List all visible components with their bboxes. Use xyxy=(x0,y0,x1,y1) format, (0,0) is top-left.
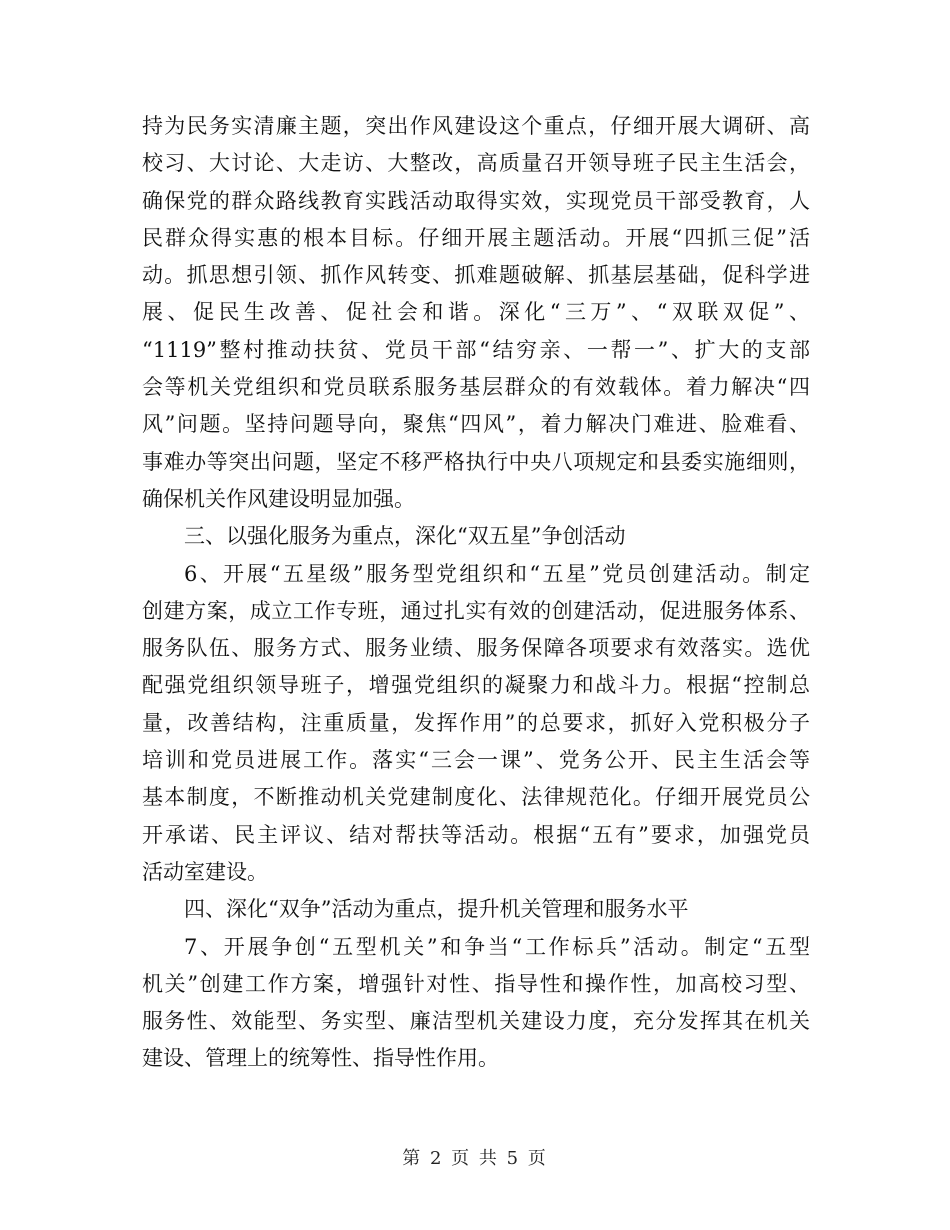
section-heading: 三、以强化服务为重点，深化“双五星”争创活动 xyxy=(184,524,626,549)
paragraph-line: 建设、管理上的统筹性、指导性作用。 xyxy=(142,1046,499,1071)
paragraph-line: 机关”创建工作方案，增强针对性、指导性和操作性，加高校习型、 xyxy=(142,971,810,996)
paragraph-line: 创建方案，成立工作专班，通过扎实有效的创建活动，促进服务体系、 xyxy=(142,598,810,623)
document-body xyxy=(142,108,810,1078)
page-number-footer: 第 2 页 共 5 页 xyxy=(402,1148,548,1169)
paragraph-line: 会等机关党组织和党员联系服务基层群众的有效载体。着力解决“四 xyxy=(142,375,810,400)
paragraph-line: 服务队伍、服务方式、服务业绩、服务保障各项要求有效落实。选优 xyxy=(142,636,810,661)
paragraph-line: 事难办等突出问题，坚定不移严格执行中央八项规定和县委实施细则， xyxy=(142,449,810,474)
paragraph-line: 开承诺、民主评议、结对帮扶等活动。根据“五有”要求，加强党员 xyxy=(142,822,810,847)
paragraph-line: 民群众得实惠的根本目标。仔细开展主题活动。开展“四抓三促”活 xyxy=(142,225,810,250)
paragraph-line: 培训和党员进展工作。落实“三会一课”、党务公开、民主生活会等 xyxy=(142,748,810,773)
paragraph-line: 基本制度，不断推动机关党建制度化、法律规范化。仔细开展党员公 xyxy=(142,785,810,810)
paragraph-line: 风”问题。坚持问题导向，聚焦“四风”，着力解决门难进、脸难看、 xyxy=(142,412,810,437)
paragraph-line: 配强党组织领导班子，增强党组织的凝聚力和战斗力。根据“控制总 xyxy=(142,673,810,698)
paragraph-line: 确保机关作风建设明显加强。 xyxy=(142,486,415,511)
paragraph-line: 服务性、效能型、务实型、廉洁型机关建设力度，充分发挥其在机关 xyxy=(142,1009,810,1034)
paragraph-line: 确保党的群众路线教育实践活动取得实效，实现党员干部受教育，人 xyxy=(142,188,810,213)
section-heading: 四、深化“双争”活动为重点，提升机关管理和服务水平 xyxy=(184,897,689,922)
paragraph-line: “1119”整村推动扶贫、党员干部“结穷亲、一帮一”、扩大的支部 xyxy=(142,337,810,362)
paragraph-line: 持为民务实清廉主题，突出作风建设这个重点，仔细开展大调研、高 xyxy=(142,114,810,138)
paragraph-line: 展、促民生改善、促社会和谐。深化“三万”、“双联双促”、 xyxy=(142,300,810,325)
paragraph-line: 动。抓思想引领、抓作风转变、抓难题破解、抓基层基础，促科学进 xyxy=(142,263,810,288)
paragraph-line: 7、开展争创“五型机关”和争当“工作标兵”活动。制定“五型 xyxy=(184,934,810,959)
paragraph-line: 6、开展“五星级”服务型党组织和“五星”党员创建活动。制定 xyxy=(184,561,810,586)
paragraph-line: 校习、大讨论、大走访、大整改，高质量召开领导班子民主生活会， xyxy=(142,151,810,176)
paragraph-line: 量，改善结构，注重质量，发挥作用”的总要求，抓好入党积极分子 xyxy=(142,710,810,735)
paragraph-line: 活动室建设。 xyxy=(142,859,268,884)
